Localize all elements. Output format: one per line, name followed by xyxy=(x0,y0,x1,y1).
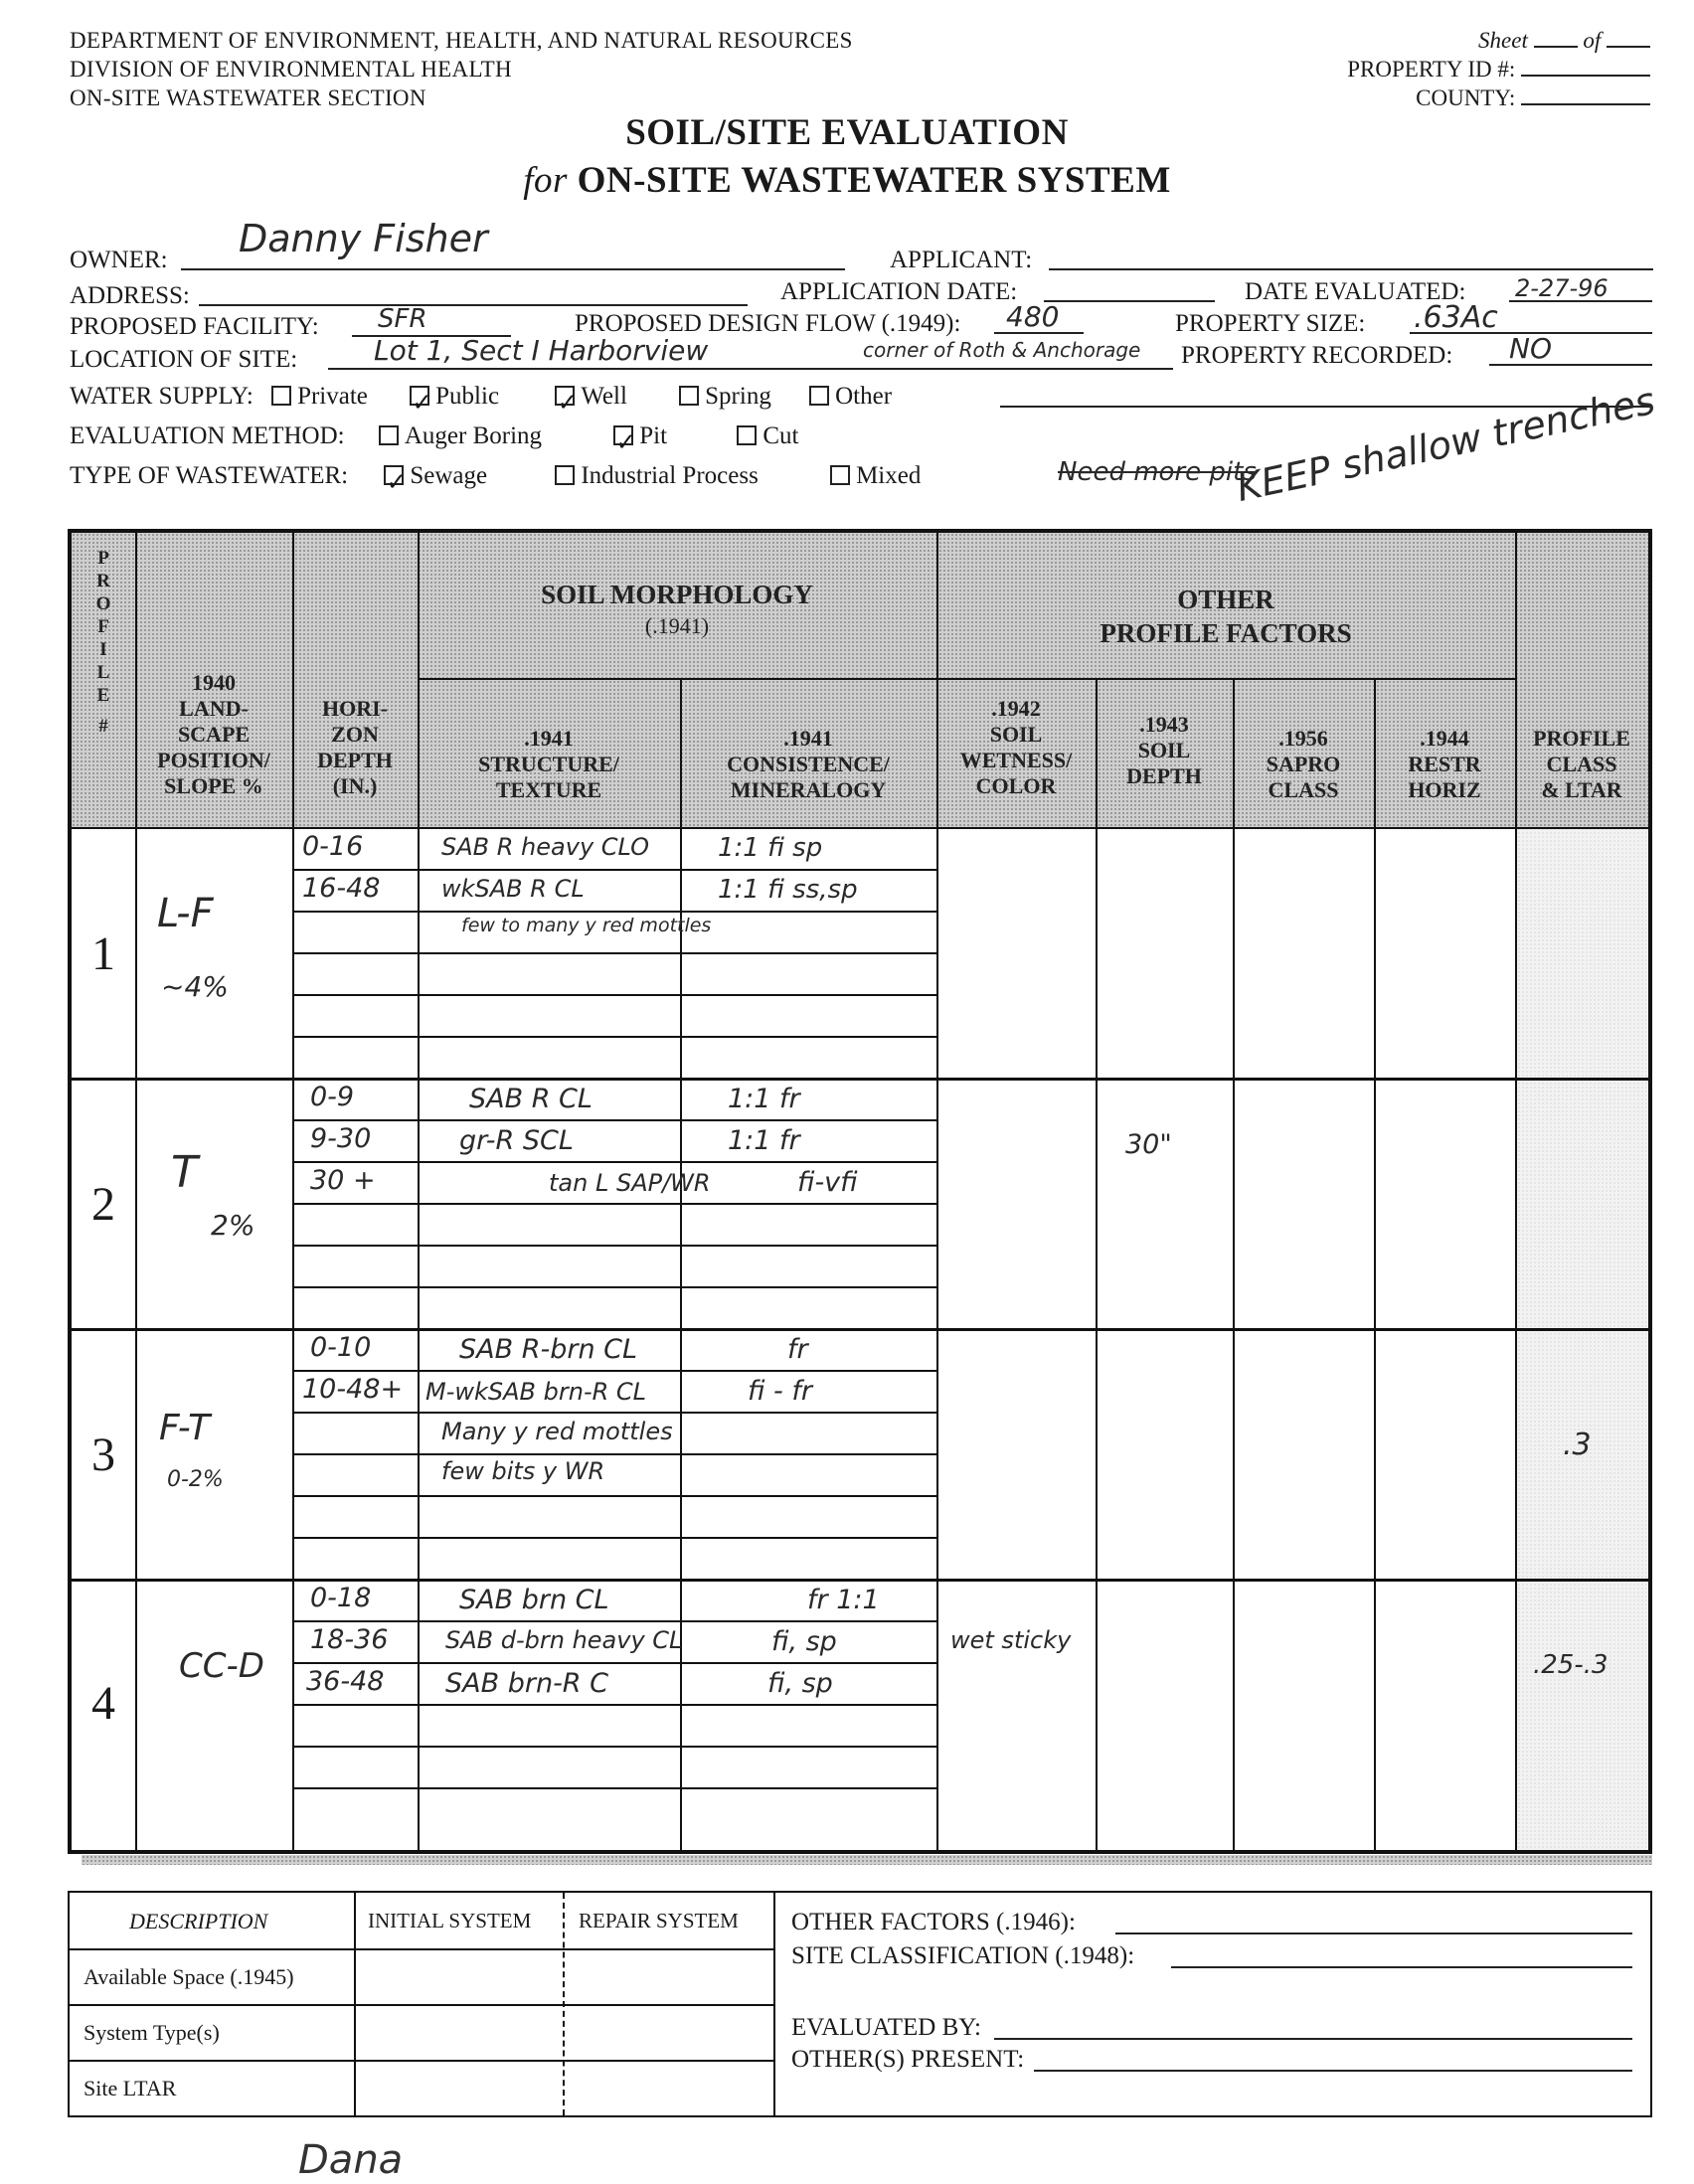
county-field[interactable] xyxy=(1521,85,1650,105)
form-title: SOIL/SITE EVALUATION xyxy=(625,112,1069,153)
address-field[interactable] xyxy=(199,304,748,306)
other-factors-field[interactable] xyxy=(1115,1932,1632,1934)
owner-value: Danny Fisher xyxy=(239,217,488,260)
design-flow-value: 480 xyxy=(1006,300,1060,333)
soil-morphology-header: SOIL MORPHOLOGY (.1941) xyxy=(541,580,813,638)
structure-note: Many y red mottles xyxy=(441,1418,673,1445)
evaluation-method-label: EVALUATION METHOD: xyxy=(70,422,345,449)
other-profile-factors-header: OTHER PROFILE FACTORS xyxy=(1100,585,1352,648)
property-size-value: .63Ac xyxy=(1414,300,1498,335)
profile-class-header: PROFILE CLASS & LTAR xyxy=(1533,726,1630,802)
depth-value: 10-48+ xyxy=(302,1374,404,1405)
department-line: DEPARTMENT OF ENVIRONMENT, HEALTH, AND NATURAL RESOURCES xyxy=(70,28,853,53)
consistence-value: 1:1 fr xyxy=(728,1125,800,1156)
checkbox-icon xyxy=(830,465,850,485)
location-value-extra: corner of Roth & Anchorage xyxy=(863,338,1141,362)
of-label: of xyxy=(1583,28,1602,53)
consistence-value: 1:1 fi sp xyxy=(718,833,823,863)
evaluated-by-field[interactable] xyxy=(994,2038,1632,2040)
property-recorded-value: NO xyxy=(1509,332,1552,365)
county-label: COUNTY: xyxy=(1416,85,1516,110)
eval-auger-option[interactable]: Auger Boring xyxy=(379,422,542,449)
initial-system-header: INITIAL SYSTEM xyxy=(368,1909,532,1932)
profile-number: 1 xyxy=(91,927,115,980)
horizon-depth-header: HORI- ZON DEPTH (IN.) xyxy=(317,696,393,798)
wastewater-industrial-option[interactable]: Industrial Process xyxy=(555,462,758,489)
wastewater-mixed-option[interactable]: Mixed xyxy=(830,462,921,489)
eval-pit-option[interactable]: ✓ Pit xyxy=(615,422,668,457)
depth-value: 30 + xyxy=(310,1165,376,1196)
depth-value: 0-9 xyxy=(310,1082,355,1112)
note-handwritten: KEEP shallow trenches xyxy=(1233,378,1659,511)
wastewater-sewage-option[interactable]: ✓ Sewage xyxy=(386,462,488,497)
structure-value: M-wkSAB brn-R CL xyxy=(425,1378,647,1406)
depth-value: 36-48 xyxy=(306,1666,385,1697)
other-factors-label: OTHER FACTORS (.1946): xyxy=(791,1909,1076,1935)
structure-value: SAB brn-R C xyxy=(445,1668,609,1699)
soil-profile-table xyxy=(68,529,1652,1854)
depth-value: 18-36 xyxy=(310,1624,389,1655)
profile-class-value: .3 xyxy=(1563,1428,1592,1462)
checkbox-icon xyxy=(379,425,399,445)
location-label: LOCATION OF SITE: xyxy=(70,346,298,373)
property-recorded-label: PROPERTY RECORDED: xyxy=(1181,342,1453,369)
soil-depth-value: 30" xyxy=(1125,1129,1172,1160)
site-classification-field[interactable] xyxy=(1171,1966,1632,1968)
checkbox-checked-icon: ✓ xyxy=(410,386,429,406)
department-header xyxy=(70,26,853,112)
structure-value: SAB R-brn CL xyxy=(459,1334,638,1365)
others-present-field[interactable] xyxy=(1034,2070,1632,2072)
consistence-header: .1941 CONSISTENCE/ MINERALOGY xyxy=(727,726,890,802)
system-type-label: System Type(s) xyxy=(84,2020,220,2045)
applicant-field[interactable] xyxy=(1049,268,1653,270)
location-value: Lot 1, Sect I Harborview xyxy=(374,334,709,367)
structure-note: few to many y red mottles xyxy=(461,915,712,936)
proposed-facility-value: SFR xyxy=(378,304,427,334)
consistence-value: fi - fr xyxy=(748,1376,812,1407)
profile-number: 4 xyxy=(91,1677,115,1730)
checkbox-checked-icon: ✓ xyxy=(384,465,404,485)
checkbox-checked-icon: ✓ xyxy=(555,386,575,406)
structure-value: wkSAB R CL xyxy=(441,875,585,903)
site-classification-label: SITE CLASSIFICATION (.1948): xyxy=(791,1942,1135,1969)
wetness-color-header: .1942 SOIL WETNESS/ COLOR xyxy=(959,696,1073,798)
date-evaluated-value: 2-27-96 xyxy=(1515,274,1609,302)
property-id-field[interactable] xyxy=(1521,57,1650,77)
checkbox-icon xyxy=(737,425,757,445)
site-ltar-label: Site LTAR xyxy=(84,2076,177,2100)
water-public-option[interactable]: ✓ Public xyxy=(412,383,500,418)
water-private-option[interactable]: Private xyxy=(271,383,368,410)
section-line: ON-SITE WASTEWATER SECTION xyxy=(70,85,426,110)
evaluated-by-label: EVALUATED BY: xyxy=(791,2014,981,2041)
water-supply-label: WATER SUPPLY: xyxy=(70,383,254,410)
checkbox-icon xyxy=(271,386,291,406)
structure-texture-header: .1941 STRUCTURE/ TEXTURE xyxy=(478,726,619,802)
wastewater-row xyxy=(70,462,922,497)
consistence-value: fr xyxy=(787,1334,808,1365)
sheet-label: Sheet xyxy=(1478,28,1528,53)
checkbox-icon xyxy=(555,465,575,485)
structure-value: SAB d-brn heavy CL xyxy=(445,1626,683,1654)
consistence-value: 1:1 fi ss,sp xyxy=(718,875,858,905)
consistence-value: 1:1 fr xyxy=(728,1084,800,1114)
landscape-value: L-F xyxy=(157,891,214,936)
profile-number: 2 xyxy=(91,1178,115,1231)
owner-label: OWNER: xyxy=(70,247,168,273)
depth-value: 0-10 xyxy=(310,1332,372,1363)
water-supply-row xyxy=(70,383,893,418)
design-flow-label: PROPOSED DESIGN FLOW (.1949): xyxy=(575,310,961,337)
wastewater-label: TYPE OF WASTEWATER: xyxy=(70,462,349,489)
depth-value: 0-18 xyxy=(310,1583,372,1613)
property-id-label: PROPERTY ID #: xyxy=(1347,57,1516,82)
soil-depth-header: .1943 SOIL DEPTH xyxy=(1126,712,1202,788)
depth-value: 0-16 xyxy=(302,831,364,862)
date-evaluated-label: DATE EVALUATED: xyxy=(1245,278,1466,305)
proposed-facility-label: PROPOSED FACILITY: xyxy=(70,313,319,340)
structure-value: SAB brn CL xyxy=(459,1585,609,1615)
slope-value: 2% xyxy=(211,1209,255,1242)
location-field[interactable] xyxy=(328,368,1173,370)
profile-number: 3 xyxy=(91,1428,115,1481)
water-spring-option[interactable]: Spring xyxy=(679,383,771,410)
structure-value: SAB R heavy CLO xyxy=(441,833,650,861)
water-well-option[interactable]: ✓ Well xyxy=(557,383,627,418)
structure-value: SAB R CL xyxy=(469,1084,593,1114)
checkbox-icon xyxy=(809,386,829,406)
note-strikethrough: Need more pits xyxy=(1058,457,1257,487)
division-line: DIVISION OF ENVIRONMENTAL HEALTH xyxy=(70,57,512,82)
eval-cut-option[interactable]: Cut xyxy=(737,422,798,449)
others-present-label: OTHER(S) PRESENT: xyxy=(791,2046,1025,2073)
landscape-value: T xyxy=(171,1147,198,1198)
evaluation-method-row xyxy=(70,422,799,457)
consistence-value: fr 1:1 xyxy=(807,1585,880,1615)
consistence-value: fi, sp xyxy=(767,1668,833,1699)
property-size-label: PROPERTY SIZE: xyxy=(1175,310,1366,337)
owner-field[interactable] xyxy=(181,268,845,270)
sapro-class-header: .1956 SAPRO CLASS xyxy=(1266,726,1341,802)
depth-value: 16-48 xyxy=(302,873,381,904)
structure-value: tan L SAP/WR xyxy=(549,1169,711,1197)
restr-horiz-header: .1944 RESTR HORIZ xyxy=(1408,726,1481,802)
signature: Dana xyxy=(298,2137,404,2183)
form-subtitle: for ON-SITE WASTEWATER SYSTEM xyxy=(523,160,1171,201)
property-info xyxy=(1347,26,1650,112)
landscape-value: CC-D xyxy=(179,1646,264,1686)
consistence-value: fi-vfi xyxy=(797,1167,858,1198)
structure-note: few bits y WR xyxy=(441,1457,605,1485)
application-date-label: APPLICATION DATE: xyxy=(780,278,1018,305)
profile-number-header: P R O F I L E # xyxy=(95,548,111,737)
address-label: ADDRESS: xyxy=(70,282,190,309)
profile-class-value: .25-.3 xyxy=(1533,1650,1609,1680)
description-header: DESCRIPTION xyxy=(129,1909,268,1933)
depth-value: 9-30 xyxy=(310,1123,372,1154)
landscape-value: F-T xyxy=(159,1408,211,1448)
application-date-field[interactable] xyxy=(1044,300,1215,302)
structure-value: gr-R SCL xyxy=(459,1125,574,1156)
repair-system-header: REPAIR SYSTEM xyxy=(579,1909,739,1932)
water-other-option[interactable]: Other xyxy=(809,383,892,410)
checkbox-checked-icon: ✓ xyxy=(613,425,633,445)
checkbox-icon xyxy=(679,386,699,406)
landscape-header: 1940 LAND- SCAPE POSITION/ SLOPE % xyxy=(157,670,270,798)
applicant-label: APPLICANT: xyxy=(890,247,1033,273)
consistence-value: fi, sp xyxy=(771,1626,837,1657)
available-space-label: Available Space (.1945) xyxy=(84,1964,294,1989)
slope-value: ~4% xyxy=(161,970,229,1003)
system-table xyxy=(68,1891,1652,2117)
wetness-value: wet sticky xyxy=(950,1626,1072,1654)
slope-value: 0-2% xyxy=(167,1467,224,1492)
